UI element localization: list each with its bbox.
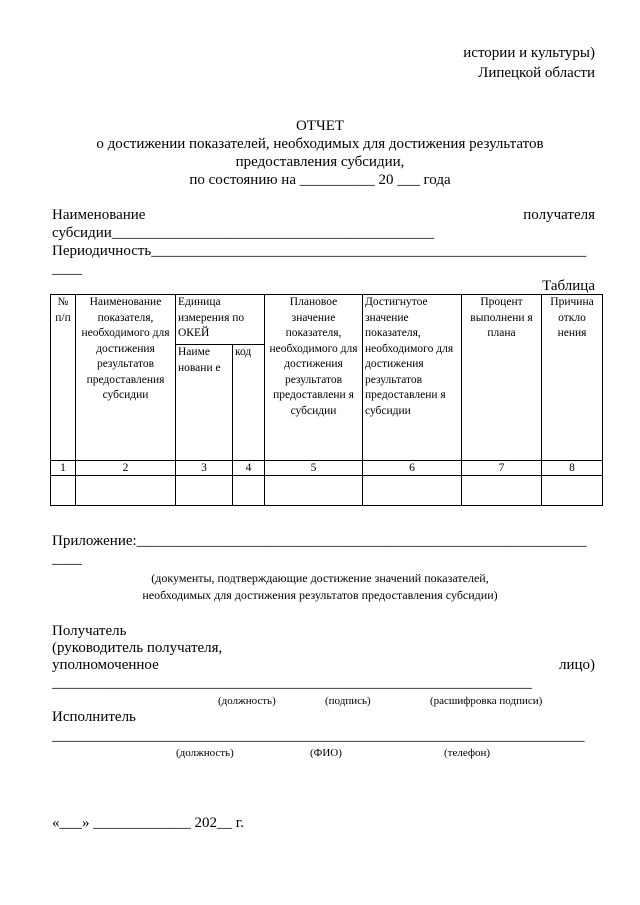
- appendix-note-1: (документы, подтверждающие достижение значений показателей,: [151, 571, 489, 585]
- caption-executor-fio: (ФИО): [310, 747, 342, 759]
- header-planned-value: Плановое значение показателя, необходимого для достижения результатов предоставлени я субсидии: [265, 295, 363, 461]
- col-number: 6: [363, 461, 462, 476]
- appendix-note-2: необходимых для достижения результатов предоставления субсидии): [142, 588, 498, 602]
- report-subtitle-2: предоставления субсидии,: [235, 154, 405, 170]
- recipient-name-label-right: получателя: [523, 207, 595, 223]
- empty-cell[interactable]: [363, 476, 462, 506]
- col-number: 2: [76, 461, 176, 476]
- col-number: 4: [233, 461, 265, 476]
- header-unit-code: код: [233, 345, 265, 461]
- empty-cell[interactable]: [265, 476, 363, 506]
- org-line-1: истории и культуры): [463, 45, 595, 61]
- subsidy-line: субсидии___________________________________________: [52, 225, 435, 241]
- report-subtitle-1: о достижении показателей, необходимых для достижения результатов: [96, 136, 544, 152]
- header-unit-name: Наиме новани е: [176, 345, 233, 461]
- col-number: 3: [176, 461, 233, 476]
- header-reason: Причина отклo нения: [542, 295, 603, 461]
- header-num: № п/п: [51, 295, 76, 461]
- recipient-head-label: (руководитель получателя,: [52, 640, 223, 656]
- caption-executor-position: (должность): [176, 747, 234, 759]
- recipient-name-label: Наименование: [52, 207, 146, 223]
- empty-cell[interactable]: [51, 476, 76, 506]
- col-number: 7: [462, 461, 542, 476]
- header-percent: Процент выполнени я плана: [462, 295, 542, 461]
- report-date-line: по состоянию на __________ 20 ___ года: [189, 172, 451, 188]
- appendix-line: Приложение:____________________________________________________________: [52, 533, 587, 549]
- table-label: Таблица: [542, 278, 595, 294]
- empty-cell[interactable]: [233, 476, 265, 506]
- table-row: [51, 476, 603, 506]
- empty-cell[interactable]: [542, 476, 603, 506]
- executor-label: Исполнитель: [52, 709, 136, 725]
- caption-executor-phone: (телефон): [444, 747, 491, 759]
- report-title: ОТЧЕТ: [295, 118, 345, 134]
- periodicity-line: Периодичность__________________________________________________________: [52, 243, 587, 259]
- recipient-person-label: лицо): [558, 657, 595, 673]
- executor-line: _______________________________________________________________________: [52, 728, 585, 744]
- header-achieved-value: Достигнутое значение показателя, необходимого для достижения результатов предоставлени я субсидии: [363, 295, 462, 461]
- appendix-tail: ____: [52, 551, 82, 567]
- empty-cell[interactable]: [76, 476, 176, 506]
- caption-signature: (подпись): [325, 695, 371, 707]
- org-line-2: Липецкой области: [478, 65, 595, 81]
- header-unit: Единица измерения по ОКЕЙ: [176, 295, 265, 345]
- periodicity-tail: ____: [52, 261, 82, 277]
- caption-decode: (расшифровка подписи): [430, 695, 543, 707]
- caption-position: (должность): [218, 695, 276, 707]
- header-indicator-name: Наименование показателя, необходимого для достижения результатов предоставления субсидии: [76, 295, 176, 461]
- date-line: «___» _____________ 202__ г.: [52, 815, 244, 831]
- col-number: 1: [51, 461, 76, 476]
- col-number: 5: [265, 461, 363, 476]
- empty-cell[interactable]: [176, 476, 233, 506]
- recipient-sign-line: ________________________________________________________________: [52, 675, 532, 691]
- col-number: 8: [542, 461, 603, 476]
- report-table: [50, 294, 603, 506]
- empty-cell[interactable]: [462, 476, 542, 506]
- recipient-authorized-label: уполномоченное: [52, 657, 159, 673]
- recipient-label: Получатель: [52, 623, 127, 639]
